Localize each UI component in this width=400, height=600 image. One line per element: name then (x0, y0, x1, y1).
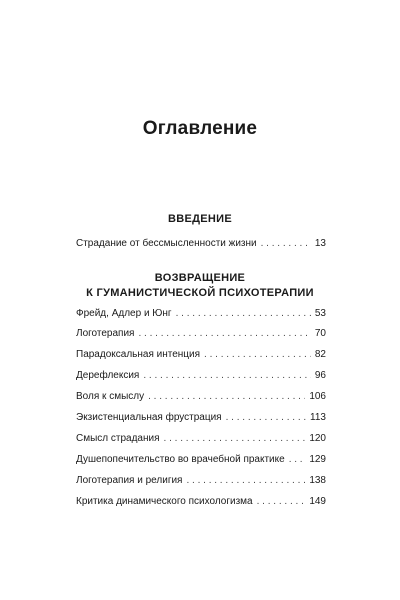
toc-entry (76, 307, 326, 321)
toc-entry (76, 369, 326, 383)
toc-entry (76, 432, 326, 446)
dot-leader (143, 369, 311, 383)
toc-entry-label: Душепопечительство во врачебной практике (76, 454, 285, 465)
toc-entry (76, 495, 326, 509)
toc-entry-label: Дерефлексия (76, 370, 140, 381)
dot-leader (226, 411, 306, 425)
toc-entry-page: 149 (309, 496, 326, 507)
dot-leader (257, 495, 306, 509)
toc-entry-label: Смысл страдания (76, 433, 160, 444)
toc-entry-page: 113 (310, 412, 326, 423)
toc-entry (76, 237, 326, 251)
dot-leader (186, 474, 305, 488)
toc-entry-label: Критика динамического психологизма (76, 496, 253, 507)
toc-entry-label: Логотерапия (76, 328, 135, 339)
toc-entry (76, 453, 326, 467)
section-heading-line-1: ВОЗВРАЩЕНИЕ (154, 272, 246, 284)
dot-leader (148, 390, 305, 404)
toc-entry-label: Воля к смыслу (76, 391, 145, 402)
toc-entry-page: 96 (314, 370, 326, 381)
toc-entry-page: 53 (314, 308, 326, 319)
toc-entry-label: Экзистенциальная фрустрация (76, 412, 222, 423)
toc-entry-page: 13 (314, 238, 326, 249)
toc-entry-page: 70 (314, 328, 326, 339)
section-heading-line-2: К ГУМАНИСТИЧЕСКОЙ ПСИХОТЕРАПИИ (86, 287, 314, 299)
toc-entry (76, 411, 326, 425)
section-heading-return (0, 271, 400, 301)
toc-entry-label: Страдание от бессмысленности жизни (76, 238, 257, 249)
toc-entry-label: Фрейд, Адлер и Юнг (76, 308, 172, 319)
toc-entry (76, 474, 326, 488)
section-heading-introduction: ВВЕДЕНИЕ (168, 213, 232, 225)
page-title: Оглавление (142, 118, 258, 139)
toc-entry-page: 82 (314, 349, 326, 360)
toc-entry (76, 348, 326, 362)
toc-entry-label: Логотерапия и религия (76, 475, 183, 486)
dot-leader (164, 432, 306, 446)
toc-entry-page: 129 (309, 454, 326, 465)
toc-entry-page: 120 (309, 433, 326, 444)
toc-entry (76, 327, 326, 341)
toc-entry-page: 106 (309, 391, 326, 402)
dot-leader (204, 348, 311, 362)
dot-leader (176, 307, 311, 321)
toc-entry-label: Парадоксальная интенция (76, 349, 201, 360)
dot-leader (138, 327, 310, 341)
toc-entry (76, 390, 326, 404)
toc-entry-page: 138 (309, 475, 326, 486)
dot-leader (261, 237, 311, 251)
dot-leader (289, 453, 306, 467)
